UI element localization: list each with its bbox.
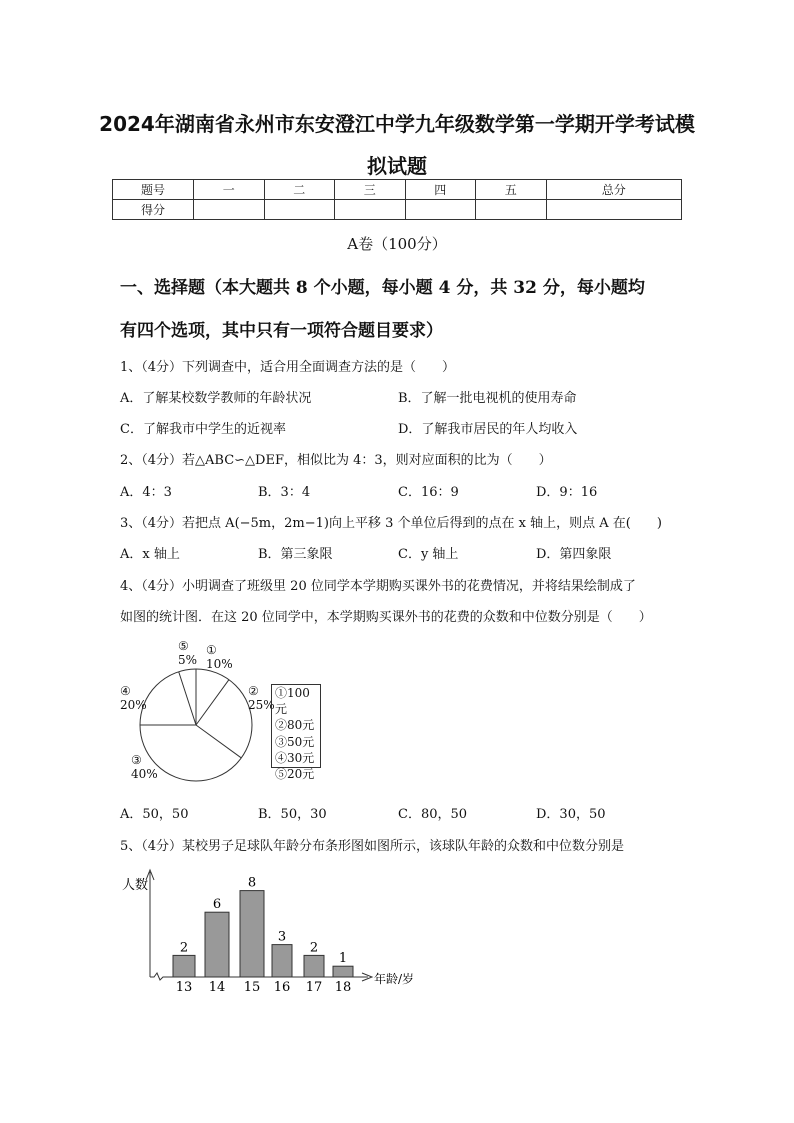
question-2-option-a: A．4：3	[120, 485, 172, 500]
x-tick-label: 16	[273, 980, 291, 995]
question-1-option-c: C．了解我市中学生的近视率	[120, 422, 286, 437]
table-cell: 五	[476, 180, 547, 200]
question-1-option-a: A．了解某校数学教师的年龄状况	[120, 391, 312, 406]
bar-data-label: 1	[338, 951, 348, 967]
table-cell: 二	[264, 180, 335, 200]
question-4-option-d: D．30，50	[536, 807, 606, 822]
x-tick-label: 15	[243, 980, 261, 995]
question-1-option-d: D．了解我市居民的年人均收入	[398, 422, 578, 437]
pie-marker-2: ②	[248, 684, 259, 698]
legend-item: ⑤20元	[275, 767, 315, 782]
table-cell: 四	[405, 180, 476, 200]
question-4-option-b: B．50，30	[258, 807, 327, 822]
pie-percent-1: 10%	[206, 657, 233, 671]
x-tick-label: 18	[334, 980, 352, 995]
table-cell: 总分	[546, 180, 682, 200]
question-3-option-b: B．第三象限	[258, 547, 333, 562]
question-3-option-d: D．第四象限	[536, 547, 612, 562]
question-3-option-c: C．y 轴上	[398, 547, 459, 562]
legend-item: ①100元	[275, 686, 310, 717]
pie-percent-5: 5%	[178, 653, 198, 667]
exam-title-line2: 拟试题	[367, 154, 427, 178]
pie-marker-1: ①	[206, 643, 217, 657]
question-2-option-b: B．3：4	[258, 485, 311, 500]
bar-14	[205, 912, 229, 977]
question-5-stem: 5、（4分）某校男子足球队年龄分布条形图如图所示，该球队年龄的众数和中位数分别是	[120, 839, 625, 854]
question-2-option-c: C．16：9	[398, 485, 459, 500]
pie-marker-5: ⑤	[178, 639, 189, 653]
bar-data-label: 2	[179, 940, 189, 956]
bar-data-label: 3	[277, 929, 287, 945]
table-cell: 题号	[113, 180, 194, 200]
question-4-option-c: C．80，50	[398, 807, 468, 822]
x-tick-label: 13	[175, 980, 193, 995]
volume-label: A卷（100分）	[347, 235, 447, 253]
legend-item: ③50元	[275, 734, 315, 749]
pie-percent-2: 25%	[248, 698, 275, 712]
bar-data-label: 8	[247, 875, 257, 891]
bar-13	[173, 955, 195, 977]
question-3-option-a: A．x 轴上	[120, 547, 180, 562]
question-4-stem-line1: 4、（4分）小明调查了班级里 20 位同学本学期购买课外书的花费情况，并将结果绘制成了	[120, 579, 636, 594]
pie-marker-4: ④	[120, 684, 131, 698]
question-4-stem-line2: 如图的统计图．在这 20 位同学中，本学期购买课外书的花费的众数和中位数分别是（ ）	[120, 610, 652, 625]
table-cell: 三	[335, 180, 406, 200]
question-2-option-d: D．9：16	[536, 485, 598, 500]
table-cell: 一	[194, 180, 265, 200]
bar-16	[272, 945, 292, 977]
pie-percent-3: 40%	[131, 767, 158, 781]
bar-data-label: 6	[212, 897, 222, 913]
question-3-stem: 3、（4分）若把点 A(−5m，2m−1)向上平移 3 个单位后得到的点在 x 轴上，则点 A 在( )	[120, 516, 662, 531]
legend-item: ②80元	[275, 718, 315, 733]
legend-item: ④30元	[275, 750, 315, 765]
question-2-stem: 2、（4分）若△ABC∽△DEF，相似比为 4：3，则对应面积的比为（ ）	[120, 453, 552, 468]
exam-title-line1: 2024年湖南省永州市东安澄江中学九年级数学第一学期开学考试模	[99, 112, 695, 136]
section-heading-line1: 一、选择题（本大题共 8 个小题，每小题 4 分，共 32 分，每小题均	[120, 278, 645, 298]
question-4-option-a: A．50，50	[120, 807, 189, 822]
table-cell: 得分	[113, 200, 194, 220]
pie-marker-3: ③	[131, 753, 142, 767]
bar-data-label: 2	[309, 940, 319, 956]
bar-18	[333, 966, 353, 977]
bar-17	[304, 955, 324, 977]
question-1-option-b: B．了解一批电视机的使用寿命	[398, 391, 577, 406]
question-1-stem: 1、（4分）下列调查中，适合用全面调查方法的是（ ）	[120, 360, 456, 375]
x-tick-label: 17	[305, 980, 323, 995]
y-axis-label: 人数	[122, 878, 149, 893]
pie-percent-4: 20%	[120, 698, 147, 712]
x-tick-label: 14	[208, 980, 226, 995]
section-heading-line2: 有四个选项，其中只有一项符合题目要求）	[120, 321, 443, 341]
x-axis-label: 年龄/岁	[374, 972, 415, 986]
bar-15	[240, 891, 264, 977]
